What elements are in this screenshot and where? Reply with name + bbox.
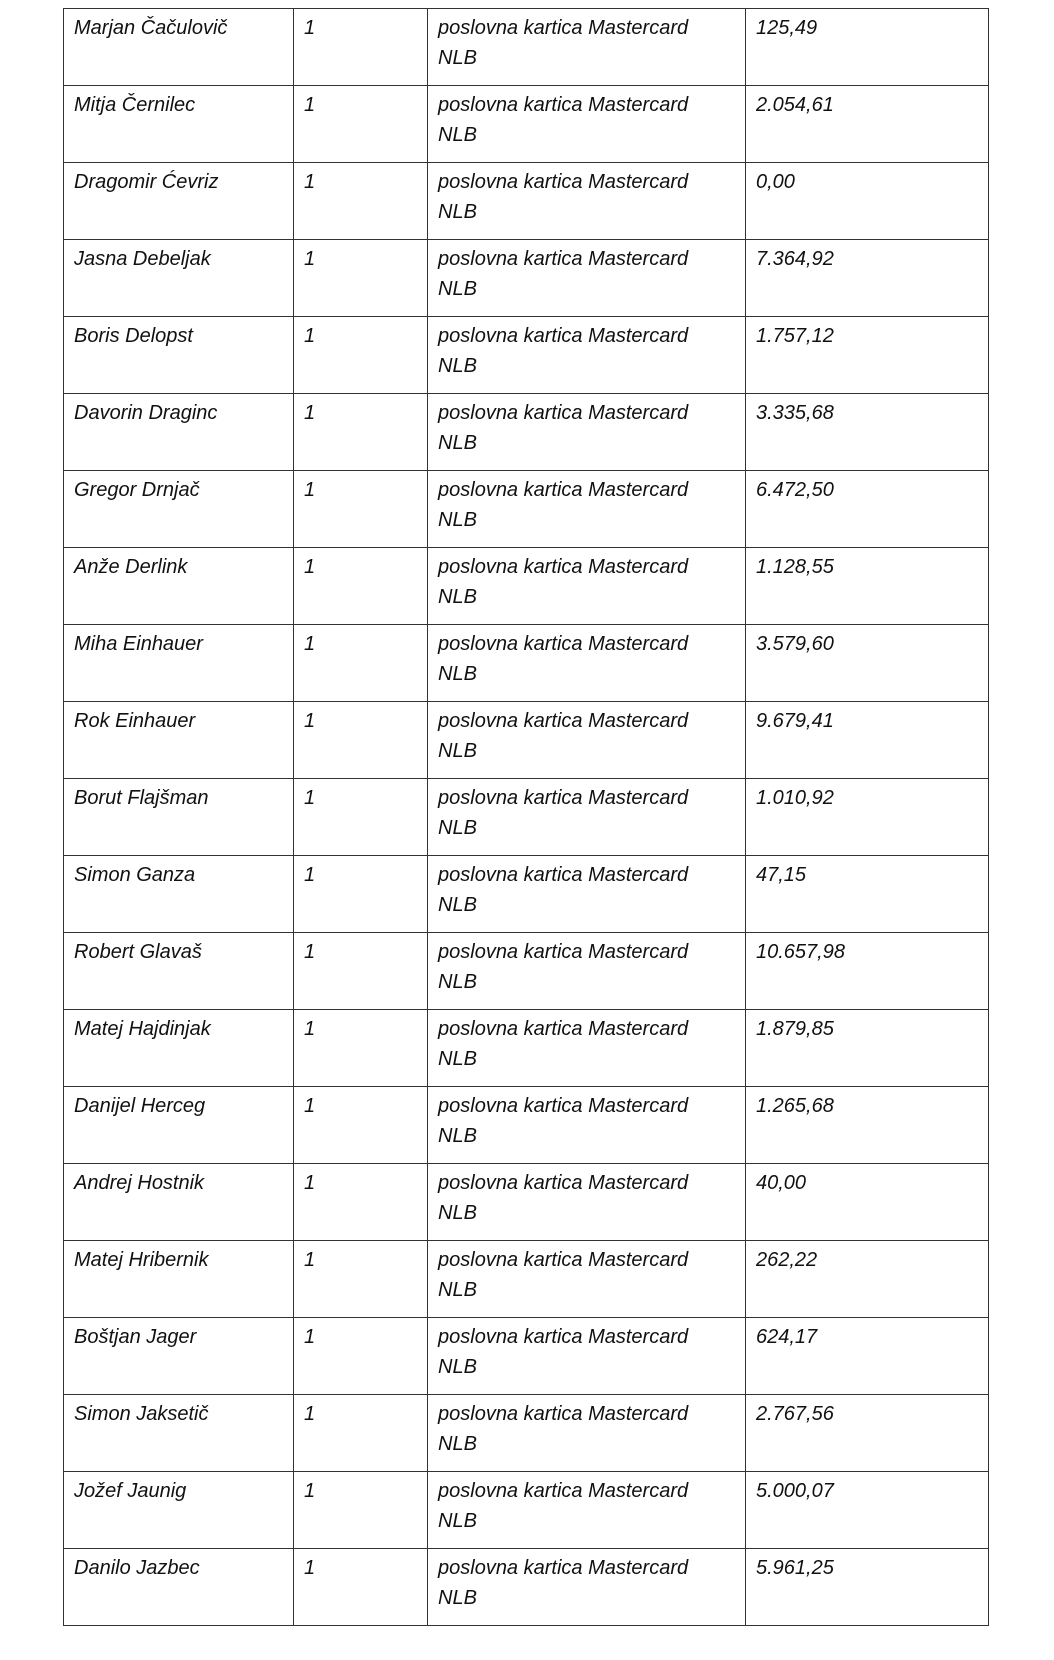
- table-row: [64, 9, 989, 86]
- card-type-cell: [428, 779, 746, 856]
- amount: 0,00: [756, 171, 795, 193]
- holder-name-cell: [64, 1472, 294, 1549]
- amount-cell: [746, 317, 989, 394]
- amount-cell: [746, 394, 989, 471]
- card-type-cell: [428, 317, 746, 394]
- quantity: 1: [304, 556, 316, 578]
- amount-cell: [746, 240, 989, 317]
- card-type-line-2: NLB: [438, 47, 477, 69]
- table-row: [64, 779, 989, 856]
- card-type-line-2: NLB: [438, 355, 477, 377]
- card-type-line-2: NLB: [438, 1356, 477, 1378]
- holder-name-cell: [64, 702, 294, 779]
- holder-name-cell: [64, 9, 294, 86]
- amount: 125,49: [756, 17, 818, 39]
- quantity: 1: [304, 479, 316, 501]
- card-type-cell: [428, 86, 746, 163]
- holder-name: Boštjan Jager: [74, 1326, 197, 1348]
- card-type-line-1: poslovna kartica Mastercard: [438, 325, 689, 347]
- card-type-cell: [428, 1549, 746, 1626]
- amount: 1.757,12: [756, 325, 834, 347]
- amount-cell: [746, 702, 989, 779]
- holder-name-cell: [64, 471, 294, 548]
- table-row: [64, 86, 989, 163]
- card-type-line-2: NLB: [438, 1202, 477, 1224]
- table-body: [64, 9, 989, 1626]
- amount: 262,22: [756, 1249, 818, 1271]
- holder-name: Robert Glavaš: [74, 941, 202, 963]
- quantity: 1: [304, 171, 316, 193]
- card-type-line-1: poslovna kartica Mastercard: [438, 787, 689, 809]
- card-type-line-1: poslovna kartica Mastercard: [438, 94, 689, 116]
- card-type-cell: [428, 394, 746, 471]
- amount: 47,15: [756, 864, 807, 886]
- card-type-line-2: NLB: [438, 1587, 477, 1609]
- amount: 3.335,68: [756, 402, 834, 424]
- quantity-cell: [294, 394, 428, 471]
- amount-cell: [746, 1549, 989, 1626]
- holder-name: Danilo Jazbec: [74, 1557, 200, 1579]
- table-row: [64, 1087, 989, 1164]
- amount: 1.879,85: [756, 1018, 834, 1040]
- quantity-cell: [294, 1395, 428, 1472]
- amount: 6.472,50: [756, 479, 834, 501]
- card-type-line-2: NLB: [438, 1048, 477, 1070]
- amount: 2.054,61: [756, 94, 834, 116]
- card-type-line-1: poslovna kartica Mastercard: [438, 17, 689, 39]
- holder-name: Dragomir Ćevriz: [74, 171, 219, 193]
- amount-cell: [746, 933, 989, 1010]
- amount: 5.000,07: [756, 1480, 834, 1502]
- quantity: 1: [304, 633, 316, 655]
- table-row: [64, 240, 989, 317]
- card-type-line-2: NLB: [438, 432, 477, 454]
- holder-name: Boris Delopst: [74, 325, 193, 347]
- card-type-line-1: poslovna kartica Mastercard: [438, 479, 689, 501]
- card-type-line-2: NLB: [438, 586, 477, 608]
- quantity: 1: [304, 787, 316, 809]
- quantity-cell: [294, 1087, 428, 1164]
- quantity-cell: [294, 471, 428, 548]
- quantity-cell: [294, 86, 428, 163]
- card-type-cell: [428, 548, 746, 625]
- quantity: 1: [304, 710, 316, 732]
- card-type-cell: [428, 1395, 746, 1472]
- amount: 2.767,56: [756, 1403, 834, 1425]
- card-type-cell: [428, 1087, 746, 1164]
- card-type-line-2: NLB: [438, 1433, 477, 1455]
- holder-name-cell: [64, 240, 294, 317]
- card-type-line-2: NLB: [438, 663, 477, 685]
- card-type-line-1: poslovna kartica Mastercard: [438, 1557, 689, 1579]
- quantity: 1: [304, 1403, 316, 1425]
- card-type-line-1: poslovna kartica Mastercard: [438, 941, 689, 963]
- quantity-cell: [294, 1241, 428, 1318]
- card-type-cell: [428, 1318, 746, 1395]
- card-holders-table-wrapper: [63, 8, 988, 1626]
- table-row: [64, 163, 989, 240]
- amount-cell: [746, 1472, 989, 1549]
- table-row: [64, 548, 989, 625]
- quantity: 1: [304, 248, 316, 270]
- quantity-cell: [294, 625, 428, 702]
- quantity-cell: [294, 548, 428, 625]
- holder-name: Matej Hajdinjak: [74, 1018, 211, 1040]
- holder-name: Gregor Drnjač: [74, 479, 200, 501]
- quantity-cell: [294, 240, 428, 317]
- amount: 9.679,41: [756, 710, 834, 732]
- quantity-cell: [294, 1010, 428, 1087]
- holder-name: Jožef Jaunig: [74, 1480, 187, 1502]
- card-type-line-2: NLB: [438, 201, 477, 223]
- holder-name: Simon Jaksetič: [74, 1403, 209, 1425]
- amount-cell: [746, 625, 989, 702]
- holder-name: Andrej Hostnik: [74, 1172, 205, 1194]
- card-type-line-2: NLB: [438, 894, 477, 916]
- holder-name-cell: [64, 856, 294, 933]
- table-row: [64, 1395, 989, 1472]
- holder-name: Davorin Draginc: [74, 402, 218, 424]
- card-type-cell: [428, 1241, 746, 1318]
- card-type-cell: [428, 471, 746, 548]
- table-row: [64, 1164, 989, 1241]
- quantity-cell: [294, 317, 428, 394]
- card-type-cell: [428, 856, 746, 933]
- amount-cell: [746, 9, 989, 86]
- table-row: [64, 317, 989, 394]
- quantity: 1: [304, 864, 316, 886]
- quantity-cell: [294, 856, 428, 933]
- card-type-line-2: NLB: [438, 971, 477, 993]
- quantity: 1: [304, 1557, 316, 1579]
- quantity-cell: [294, 1549, 428, 1626]
- card-type-line-2: NLB: [438, 1510, 477, 1532]
- card-type-line-2: NLB: [438, 278, 477, 300]
- amount: 10.657,98: [756, 941, 845, 963]
- card-type-line-2: NLB: [438, 1125, 477, 1147]
- amount-cell: [746, 471, 989, 548]
- quantity-cell: [294, 1472, 428, 1549]
- holder-name-cell: [64, 1549, 294, 1626]
- amount: 1.128,55: [756, 556, 834, 578]
- card-type-line-1: poslovna kartica Mastercard: [438, 1326, 689, 1348]
- holder-name-cell: [64, 625, 294, 702]
- card-type-cell: [428, 1472, 746, 1549]
- table-row: [64, 1010, 989, 1087]
- card-type-cell: [428, 9, 746, 86]
- card-type-line-1: poslovna kartica Mastercard: [438, 1095, 689, 1117]
- quantity: 1: [304, 325, 316, 347]
- amount: 624,17: [756, 1326, 818, 1348]
- card-type-line-2: NLB: [438, 509, 477, 531]
- quantity-cell: [294, 933, 428, 1010]
- table-row: [64, 1241, 989, 1318]
- card-type-line-1: poslovna kartica Mastercard: [438, 402, 689, 424]
- card-type-line-1: poslovna kartica Mastercard: [438, 633, 689, 655]
- card-type-line-1: poslovna kartica Mastercard: [438, 1403, 689, 1425]
- holder-name-cell: [64, 1318, 294, 1395]
- quantity: 1: [304, 1018, 316, 1040]
- table-row: [64, 1549, 989, 1626]
- card-type-cell: [428, 933, 746, 1010]
- table-row: [64, 933, 989, 1010]
- quantity-cell: [294, 1318, 428, 1395]
- holder-name-cell: [64, 779, 294, 856]
- holder-name-cell: [64, 1164, 294, 1241]
- card-type-line-2: NLB: [438, 124, 477, 146]
- holder-name-cell: [64, 933, 294, 1010]
- holder-name: Marjan Čačulovič: [74, 17, 228, 39]
- amount-cell: [746, 163, 989, 240]
- holder-name-cell: [64, 86, 294, 163]
- quantity: 1: [304, 94, 316, 116]
- table-row: [64, 1318, 989, 1395]
- holder-name: Mitja Černilec: [74, 94, 196, 116]
- quantity: 1: [304, 1095, 316, 1117]
- quantity: 1: [304, 1480, 316, 1502]
- table-row: [64, 1472, 989, 1549]
- quantity-cell: [294, 779, 428, 856]
- holder-name-cell: [64, 1010, 294, 1087]
- quantity: 1: [304, 17, 316, 39]
- amount-cell: [746, 1318, 989, 1395]
- holder-name-cell: [64, 548, 294, 625]
- table-row: [64, 702, 989, 779]
- amount-cell: [746, 1164, 989, 1241]
- card-type-cell: [428, 1010, 746, 1087]
- holder-name-cell: [64, 1087, 294, 1164]
- quantity-cell: [294, 163, 428, 240]
- table-row: [64, 394, 989, 471]
- card-type-line-1: poslovna kartica Mastercard: [438, 864, 689, 886]
- amount-cell: [746, 86, 989, 163]
- amount-cell: [746, 1010, 989, 1087]
- card-type-line-1: poslovna kartica Mastercard: [438, 1172, 689, 1194]
- card-type-line-1: poslovna kartica Mastercard: [438, 171, 689, 193]
- holder-name: Rok Einhauer: [74, 710, 196, 732]
- quantity-cell: [294, 9, 428, 86]
- holder-name: Jasna Debeljak: [74, 248, 211, 270]
- card-type-line-1: poslovna kartica Mastercard: [438, 556, 689, 578]
- holder-name-cell: [64, 394, 294, 471]
- card-type-line-2: NLB: [438, 1279, 477, 1301]
- card-type-line-1: poslovna kartica Mastercard: [438, 248, 689, 270]
- card-type-line-1: poslovna kartica Mastercard: [438, 1249, 689, 1271]
- amount: 5.961,25: [756, 1557, 834, 1579]
- quantity: 1: [304, 941, 316, 963]
- amount-cell: [746, 779, 989, 856]
- card-type-line-1: poslovna kartica Mastercard: [438, 1018, 689, 1040]
- holder-name: Simon Ganza: [74, 864, 196, 886]
- table-row: [64, 856, 989, 933]
- amount-cell: [746, 1395, 989, 1472]
- quantity: 1: [304, 402, 316, 424]
- card-type-cell: [428, 1164, 746, 1241]
- card-type-cell: [428, 625, 746, 702]
- amount: 40,00: [756, 1172, 807, 1194]
- card-type-cell: [428, 702, 746, 779]
- card-type-line-2: NLB: [438, 817, 477, 839]
- card-type-cell: [428, 240, 746, 317]
- quantity-cell: [294, 1164, 428, 1241]
- quantity: 1: [304, 1326, 316, 1348]
- quantity: 1: [304, 1172, 316, 1194]
- quantity: 1: [304, 1249, 316, 1271]
- amount-cell: [746, 1241, 989, 1318]
- holder-name-cell: [64, 317, 294, 394]
- holder-name: Miha Einhauer: [74, 633, 203, 655]
- amount: 1.265,68: [756, 1095, 834, 1117]
- holder-name: Borut Flajšman: [74, 787, 209, 809]
- card-type-line-1: poslovna kartica Mastercard: [438, 1480, 689, 1502]
- holder-name-cell: [64, 1395, 294, 1472]
- card-type-line-2: NLB: [438, 740, 477, 762]
- amount: 7.364,92: [756, 248, 834, 270]
- quantity-cell: [294, 702, 428, 779]
- card-holders-table: [63, 8, 989, 1626]
- holder-name: Anže Derlink: [74, 556, 188, 578]
- table-row: [64, 471, 989, 548]
- amount: 3.579,60: [756, 633, 834, 655]
- holder-name-cell: [64, 163, 294, 240]
- amount-cell: [746, 548, 989, 625]
- table-row: [64, 625, 989, 702]
- holder-name-cell: [64, 1241, 294, 1318]
- card-type-cell: [428, 163, 746, 240]
- amount: 1.010,92: [756, 787, 834, 809]
- amount-cell: [746, 1087, 989, 1164]
- amount-cell: [746, 856, 989, 933]
- holder-name: Matej Hribernik: [74, 1249, 209, 1271]
- holder-name: Danijel Herceg: [74, 1095, 206, 1117]
- card-type-line-1: poslovna kartica Mastercard: [438, 710, 689, 732]
